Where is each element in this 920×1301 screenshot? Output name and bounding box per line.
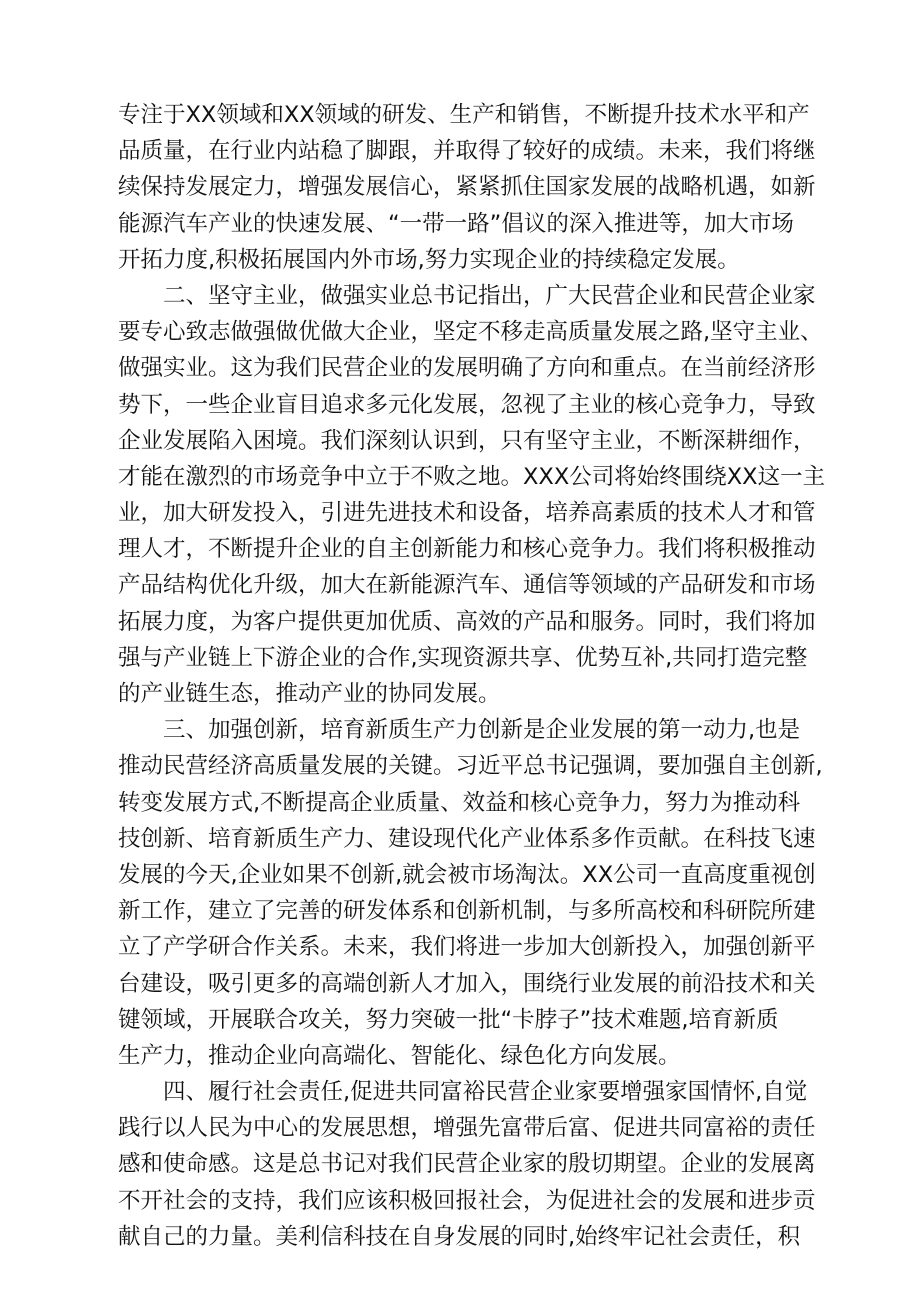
text-line: 技创新、培育新质生产力、建设现代化产业体系多作贡献。在科技飞速 (118, 825, 816, 852)
text-line: 开拓力度,积极拓展国内外市场,努力实现企业的持续稳定发展。 (118, 246, 740, 273)
text-line: 专注于XX领域和XX领域的研发、生产和销售，不断提升技术水平和产 (118, 102, 810, 128)
text-line: 感和使命感。这是总书记对我们民营企业家的殷切期望。企业的发展离 (118, 1151, 816, 1178)
text-line: 发展的今天,企业如果不创新,就会被市场淘汰。XX公司一直高度重视创 (118, 861, 816, 888)
text-line: 的产业链生态，推动产业的协同发展。 (118, 681, 501, 707)
text-line: 台建设，吸引更多的高端创新人才加入，围绕行业发展的前沿技术和关 (118, 970, 816, 997)
text-line: 续保持发展定力，增强发展信心，紧紧抓住国家发展的战略机遇，如新 (118, 174, 816, 201)
document-body (118, 97, 830, 1255)
text-line: 不开社会的支持，我们应该积极回报社会，为促进社会的发展和进步贡 (118, 1187, 816, 1214)
text-line: 业，加大研发投入，引进先进技术和设备，培养高素质的技术人才和管 (118, 500, 816, 527)
text-line: 新工作，建立了完善的研发体系和创新机制，与多所高校和科研院所建 (118, 898, 816, 925)
text-line: 势下，一些企业盲目追求多元化发展，忽视了主业的核心竞争力，导致 (118, 391, 816, 418)
text-line: 献自己的力量。美利信科技在自身发展的同时,始终牢记社会责任，积 (118, 1223, 801, 1250)
text-line: 产品结构优化升级，加大在新能源汽车、通信等领域的产品研发和市场 (118, 572, 816, 599)
text-line: 才能在激烈的市场竞争中立于不败之地。XXX公司将始终围绕XX这一主 (118, 463, 826, 490)
paragraph-first-line: 三、加强创新，培育新质生产力创新是企业发展的第一动力,也是 (163, 717, 801, 744)
text-line: 生产力，推动企业向高端化、智能化、绿色化方向发展。 (118, 1042, 681, 1069)
text-line: 推动民营经济高质量发展的关键。习近平总书记强调，要加强自主创新, (118, 753, 823, 780)
text-line: 转变发展方式,不断提高企业质量、效益和核心竞争力，努力为推动科 (118, 789, 801, 816)
text-line: 键领域，开展联合攻关，努力突破一批“卡脖子”技术难题,培育新质 (118, 1006, 779, 1033)
text-line: 企业发展陷入困境。我们深刻认识到，只有坚守主业，不断深耕细作， (118, 427, 816, 454)
text-line: 能源汽车产业的快速发展、“一带一路”倡议的深入推进等，加大市场 (118, 210, 794, 237)
text-line: 理人才，不断提升企业的自主创新能力和核心竞争力。我们将积极推动 (118, 536, 816, 563)
text-line: 立了产学研合作关系。未来，我们将进一步加大创新投入，加强创新平 (118, 934, 816, 961)
text-line: 拓展力度，为客户提供更加优质、高效的产品和服务。同时，我们将加 (118, 608, 816, 635)
paragraph-first-line: 二、坚守主业，做强实业总书记指出，广大民营企业和民营企业家 (163, 282, 816, 309)
text-line: 品质量，在行业内站稳了脚跟，并取得了较好的成绩。未来，我们将继 (118, 138, 816, 165)
text-line: 要专心致志做强做优做大企业，坚定不移走高质量发展之路,坚守主业、 (118, 319, 823, 346)
text-line: 强与产业链上下游企业的合作,实现资源共享、优势互补,共同打造完整 (118, 644, 808, 671)
text-line: 践行以人民为中心的发展思想，增强先富带后富、促进共同富裕的责任 (118, 1115, 816, 1142)
text-line: 做强实业。这为我们民营企业的发展明确了方向和重点。在当前经济形 (118, 355, 816, 382)
paragraph-first-line: 四、履行社会责任,促进共同富裕民营企业家要增强家国情怀,自觉 (163, 1079, 808, 1106)
